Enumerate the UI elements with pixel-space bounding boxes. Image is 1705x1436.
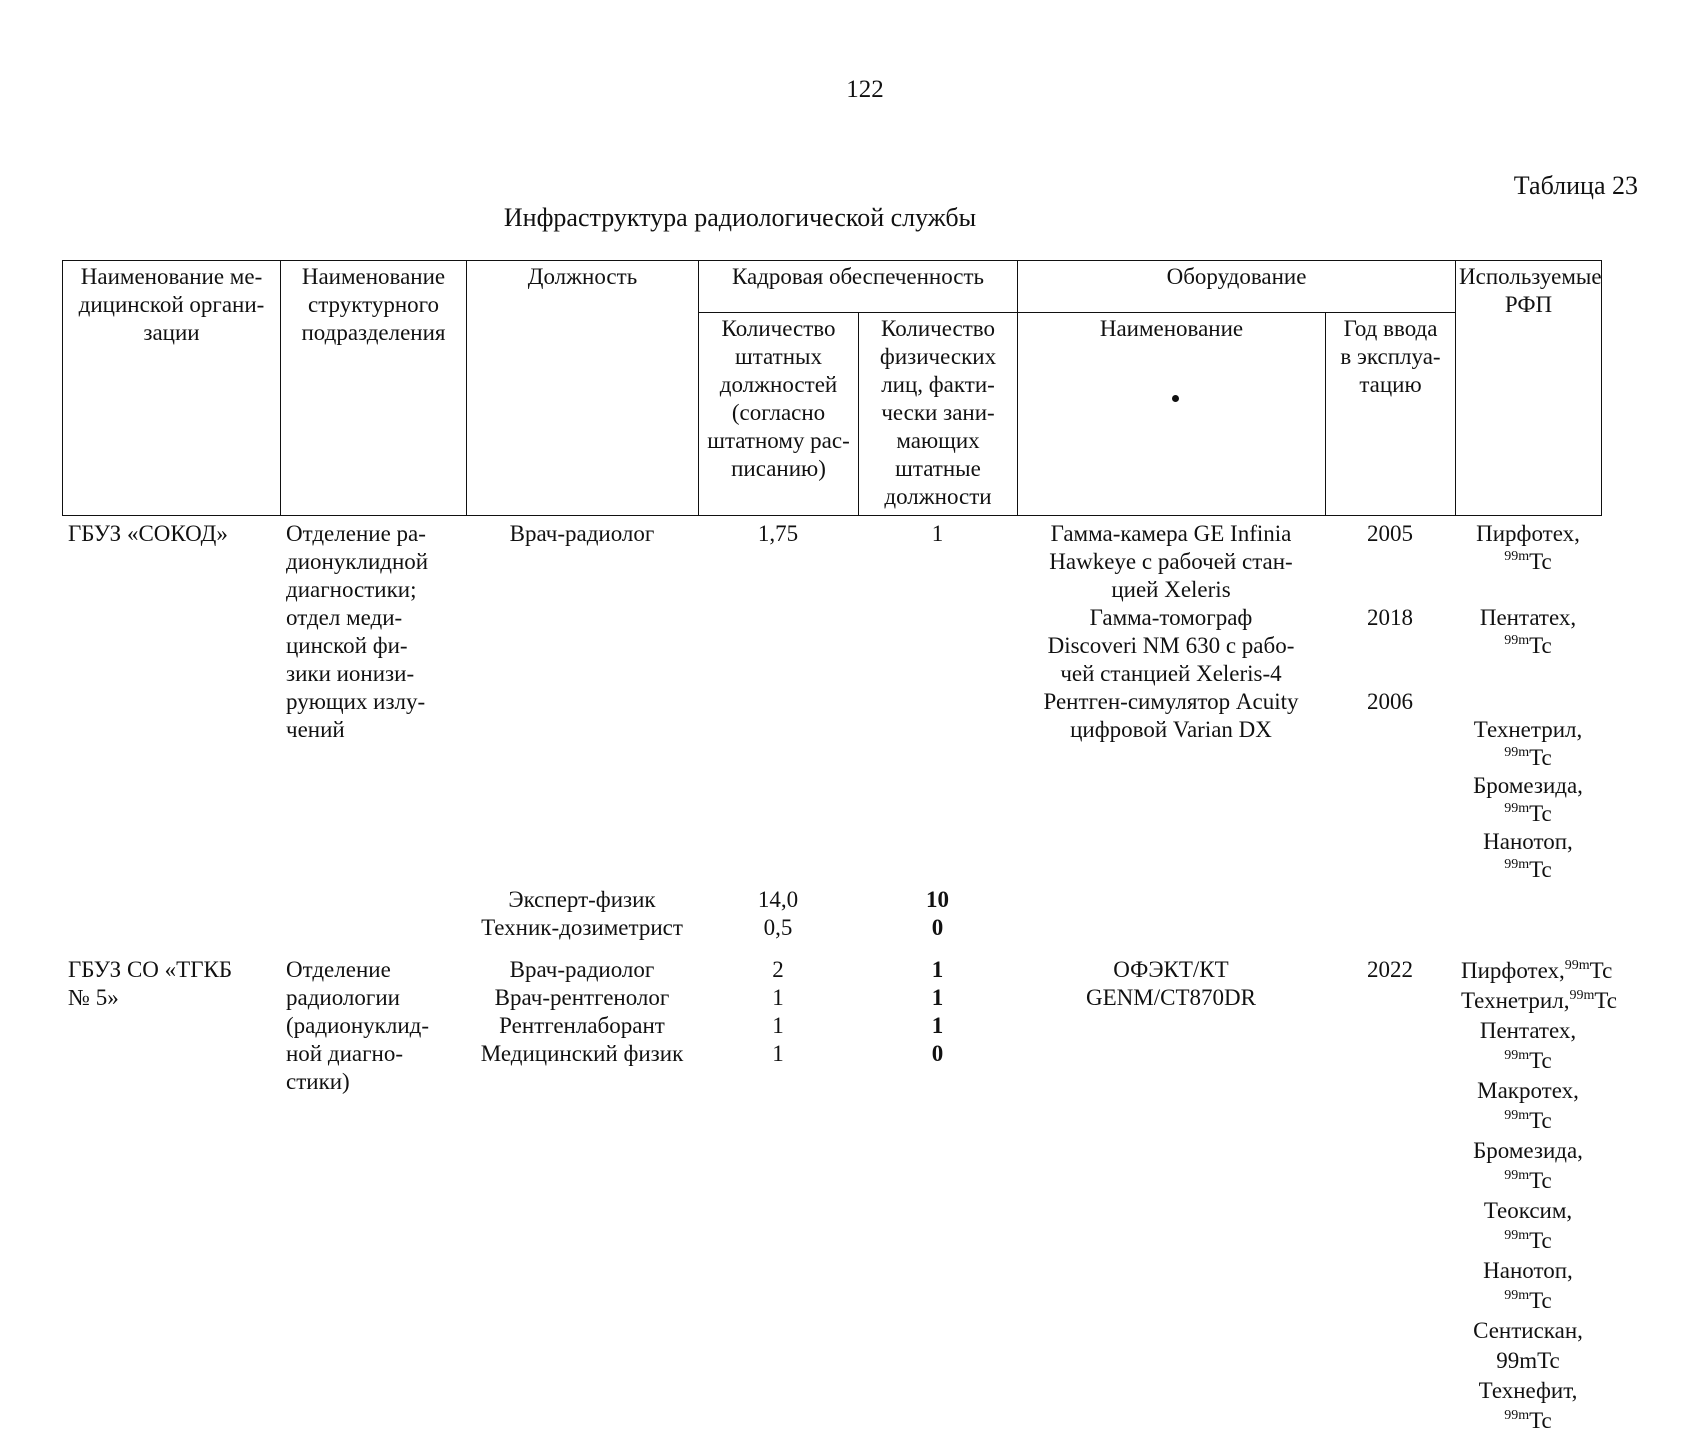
rfp-item: Технетрил,$^{99m}$Tc	[1461, 988, 1618, 1013]
table-row	[62, 956, 1618, 1436]
rfp-item: Нанотоп, $^{99m}$Tc	[1483, 829, 1573, 882]
department-name: Отделение радиологии (радионуклид- ной диагно- стики)	[286, 957, 430, 1094]
rfp-item: Бромезида, $^{99m}$Tc	[1473, 773, 1583, 826]
rfp-item: Бромезида, $^{99m}$Tc	[1473, 1138, 1583, 1193]
rfp-item: Пирфотех,	[1476, 521, 1580, 546]
rfp-item: Технетрил, $^{99m}$Tc	[1473, 717, 1583, 770]
header-position: Должность	[467, 261, 699, 516]
equipment-list: Гамма-камера GE Infinia Hawkeye с рабочей стан- цией Xeleris Гамма-томограф Discoveri NM 630 с рабо- чей станцией Xeleris-4 Рентген-симулятор Acuity цифровой Varian DX	[1017, 520, 1325, 884]
equipment-year: 2006	[1367, 689, 1413, 714]
staff-units: 14,0 0,5	[757, 887, 799, 940]
table-row	[62, 886, 1476, 942]
rfp-item: Технефит, $^{99m}$Tc	[1478, 1378, 1578, 1433]
header-equipment-group: Оборудование	[1018, 261, 1456, 313]
document-title: Инфраструктура радиологической службы	[503, 203, 977, 232]
rfp-list	[1455, 956, 1618, 1436]
staff-persons: 1 1 1 0	[931, 957, 944, 1066]
equipment-list: ОФЭКТ/КТ GENM/CT870DR	[1017, 956, 1325, 1436]
equipment-year: 2018	[1367, 605, 1413, 630]
page-number: 122	[846, 76, 884, 103]
table-label: Таблица 23	[1513, 171, 1638, 200]
org-name: ГБУЗ «СОКОД»	[68, 521, 228, 546]
staff-units: 2 1 1 1	[772, 957, 784, 1066]
header-org: Наименование ме- дицинской органи- зации	[63, 261, 281, 516]
header-staffing-group: Кадровая обеспеченность	[699, 261, 1018, 313]
rfp-item: Пентатех, $^{99m}$Tc	[1479, 1018, 1577, 1073]
table-header	[62, 260, 1602, 516]
org-name: ГБУЗ СО «ТГКБ № 5»	[68, 957, 233, 1010]
equipment-name: ОФЭКТ/КТ	[1113, 957, 1229, 982]
position-title: Врач-радиолог	[509, 521, 655, 546]
header-staff-persons: Количество физических лиц, факти- чески зани- мающих штатные должности	[859, 313, 1018, 516]
table-body	[62, 520, 1618, 1436]
rfp-item: Пирфотех,$^{99m}$Tc	[1461, 958, 1613, 983]
rfp-item: Пентатех, $^{99m}$Tc	[1479, 605, 1577, 658]
equipment-name: Рентген-симулятор Acuity	[1043, 689, 1299, 714]
rfp-item: Макротех, $^{99m}$Tc	[1477, 1078, 1579, 1133]
department-name: Отделение ра- дионуклидной диагностики; отдел меди- цинской фи- зики ионизи- рующих излу- чений	[286, 521, 429, 742]
rfp-list: Пирфотех, $^{99m}$Tc Пентатех, $^{99m}$Tc Технетрил, $^{99m}$Tc Бромезида, $^{99m}$Tc Нанотоп, $^{99m}$Tc	[1455, 520, 1601, 884]
header-staff-units: Количество штатных должностей (согласно штатному рас- писанию)	[699, 313, 859, 516]
equipment-year: 2005	[1367, 521, 1413, 546]
header-equipment-year: Год ввода в эксплуа- тацию	[1326, 313, 1456, 516]
rfp-item: Теоксим, $^{99m}$Tc	[1483, 1198, 1573, 1253]
header-equipment-name: Наименование	[1018, 313, 1326, 516]
equipment-year-list	[1325, 520, 1455, 884]
rfp-item: Сентискан, 99mTc	[1473, 1318, 1583, 1373]
stray-dot-mark	[1172, 395, 1179, 402]
rfp-item: Нанотоп, $^{99m}$Tc	[1483, 1258, 1573, 1313]
equipment-year: 2022	[1367, 957, 1413, 982]
equipment-year-list	[1325, 956, 1455, 1436]
position-title: Врач-радиолог Врач-рентгенолог Рентгенлаборант Медицинский физик	[480, 957, 684, 1066]
position-title: Эксперт-физик Техник-дозиметрист	[481, 887, 683, 940]
equipment-name: Гамма-томограф	[1089, 605, 1253, 630]
equipment-name: Гамма-камера GE Infinia	[1050, 521, 1292, 546]
staff-units: 1,75	[757, 521, 799, 546]
header-department: Наименование структурного подразделения	[281, 261, 467, 516]
table-row	[62, 520, 1583, 884]
staff-persons: 10 0	[926, 887, 949, 940]
staff-persons: 1	[931, 521, 944, 546]
header-rfp: Используемые РФП	[1456, 261, 1602, 516]
